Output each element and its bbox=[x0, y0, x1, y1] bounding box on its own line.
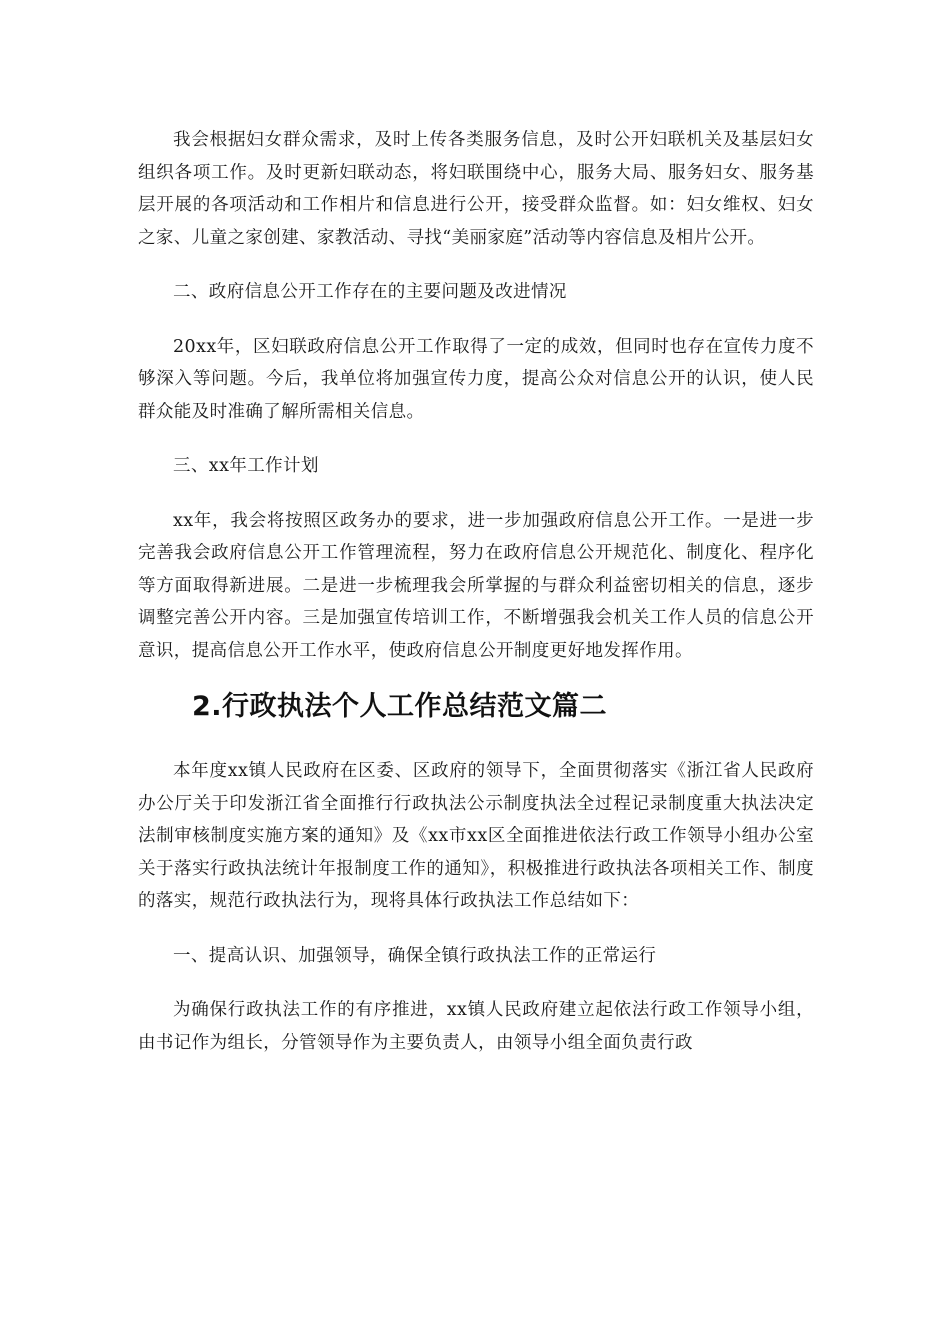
document-page bbox=[138, 124, 814, 1059]
heading-work-plan: 三、xx年工作计划 bbox=[173, 456, 319, 476]
paragraph-leadership-group: 为确保行政执法工作的有序推进，xx镇人民政府建立起依法行政工作领导小组，由书记作为组长，分管领导作为主要负责人，由领导小组全面负责行政 bbox=[138, 1000, 814, 1053]
paragraph-women-info-disclosure: 我会根据妇女群众需求，及时上传各类服务信息，及时公开妇联机关及基层妇女组织各项工作。及时更新妇联动态，将妇联围绕中心，服务大局、服务妇女、服务基层开展的各项活动和工作相片和信息进行公开，接受群众监督。如：妇女维权、妇女之家、儿童之家创建、家教活动、寻找“美丽家庭”活动等内容信息及相片公开。 bbox=[138, 130, 814, 248]
paragraph-work-plan: xx年，我会将按照区政务办的要求，进一步加强政府信息公开工作。一是进一步完善我会政府信息公开工作管理流程，努力在政府信息公开规范化、制度化、程序化等方面取得新进展。二是进一步梳理我会所掌握的与群众利益密切相关的信息，逐步调整完善公开内容。三是加强宣传培训工作，不断增强我会机关工作人员的信息公开意识，提高信息公开工作水平，使政府信息公开制度更好地发挥作用。 bbox=[138, 510, 814, 661]
paragraph-achievements-issues: 20xx年，区妇联政府信息公开工作取得了一定的成效，但同时也存在宣传力度不够深入等问题。今后，我单位将加强宣传力度，提高公众对信息公开的认识，使人民群众能及时准确了解所需相关信息。 bbox=[138, 336, 814, 422]
paragraph-annual-overview: 本年度xx镇人民政府在区委、区政府的领导下，全面贯彻落实《浙江省人民政府办公厅关于印发浙江省全面推行行政执法公示制度执法全过程记录制度重大执法决定法制审核制度实施方案的通知》及《xx市xx区全面推进依法行政工作领导小组办公室关于落实行政执法统计年报制度工作的通知》，积极推进行政执法各项相关工作、制度的落实，规范行政执法行为，现将具体行政执法工作总结如下： bbox=[138, 761, 814, 911]
heading-leadership: 一、提高认识、加强领导，确保全镇行政执法工作的正常运行 bbox=[173, 945, 657, 966]
section-title-article-two: 2.行政执法个人工作总结范文篇二 bbox=[192, 691, 608, 722]
heading-problems-improvements: 二、政府信息公开工作存在的主要问题及改进情况 bbox=[173, 282, 567, 302]
